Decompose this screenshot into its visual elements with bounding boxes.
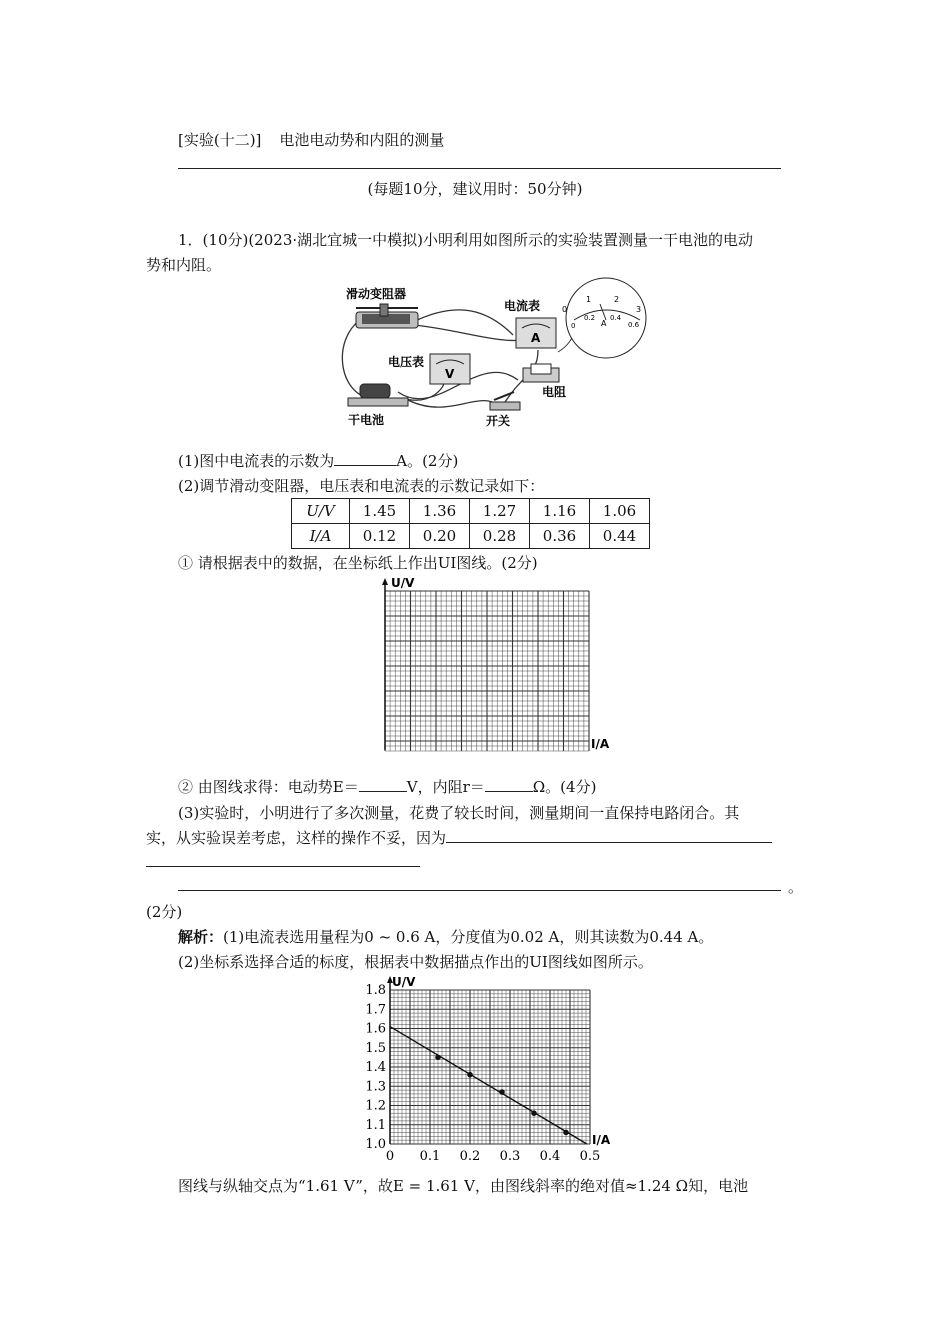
- chart-ticks: [365, 976, 600, 1164]
- grid-lines: [385, 591, 589, 751]
- part3-line1: (3)实验时，小明进行了多次测量，花费了较长时间，测量期间一直保持电路闭合。其: [178, 804, 740, 822]
- scale-label: 0.6: [628, 321, 640, 329]
- ammeter: [516, 318, 556, 348]
- y-tick-label: 1.2: [365, 1098, 386, 1114]
- y-tick-label: 1.5: [365, 1040, 386, 1056]
- section-heading: 电池电动势和内阻的测量: [279, 131, 445, 149]
- emf-answer-blank[interactable]: [359, 776, 407, 792]
- y-axis-label: U/V: [391, 576, 415, 590]
- answer-blank[interactable]: [334, 450, 396, 466]
- question-intro-line1: 1．(10分)(2023·湖北宜城一中模拟)小明利用如图所示的实验装置测量一干电池的电动: [178, 231, 753, 249]
- question-intro-line2: 势和内阻。: [146, 256, 222, 274]
- table-cell: 1.16: [530, 499, 590, 524]
- part2-line: (2)调节滑动变阻器，电压表和电流表的示数记录如下：: [178, 477, 545, 495]
- x-tick-label: 0: [385, 1149, 395, 1164]
- x-tick-label: 0.3: [499, 1149, 521, 1164]
- step2-text-c: Ω。(4分): [532, 778, 597, 796]
- x-axis-label: I/A: [591, 737, 610, 751]
- part3-end: 。: [788, 878, 804, 896]
- section-title: [178, 129, 444, 150]
- data-table: [291, 498, 650, 549]
- y-tick-label: 1.6: [365, 1021, 386, 1037]
- part3-score: (2分): [146, 903, 183, 921]
- ammeter-label: 电流表: [504, 299, 541, 313]
- x-tick-label: 0.2: [459, 1149, 481, 1164]
- chart-marks: [390, 1027, 587, 1144]
- x-tick-label: 0.5: [579, 1149, 601, 1164]
- x-tick-label: 0.4: [539, 1149, 561, 1164]
- table-cell: 1.45: [350, 499, 410, 524]
- table-row: [292, 499, 650, 524]
- scale-label: 0.4: [610, 314, 622, 322]
- table-cell: 0.36: [530, 524, 590, 549]
- wire: [413, 310, 513, 335]
- table-header-cell: U/V: [292, 499, 350, 524]
- step2-text-b: V，内阻r＝: [406, 778, 485, 796]
- table-row: [292, 524, 650, 549]
- data-point: [563, 1130, 569, 1136]
- step1-line: ① 请根据表中的数据，在坐标纸上作出UI图线。(2分): [178, 554, 538, 572]
- section-tag: [实验(十二)]: [178, 131, 262, 149]
- step2-text-a: ② 由图线求得：电动势E＝: [178, 778, 359, 796]
- table-cell: 0.12: [350, 524, 410, 549]
- chart-x-label: I/A: [592, 1133, 611, 1147]
- scale-label: 3: [636, 305, 642, 314]
- chart-grid: [390, 990, 590, 1144]
- table-cell: 1.36: [410, 499, 470, 524]
- voltmeter-label: 电压表: [388, 355, 425, 369]
- scale-label: 0.2: [584, 314, 596, 322]
- solution-line1: [178, 925, 713, 949]
- answer-line[interactable]: [146, 866, 420, 867]
- title-divider: [178, 168, 781, 169]
- apparatus-figure: [338, 280, 648, 430]
- voltmeter: [430, 354, 470, 384]
- ammeter-scale-zoom: [562, 278, 646, 358]
- battery-label: 干电池: [348, 413, 385, 427]
- solution-label: 解析：: [178, 928, 224, 946]
- table-cell: 0.44: [590, 524, 650, 549]
- part1-text: (1)图中电流表的示数为: [178, 452, 335, 470]
- y-tick-label: 1.3: [365, 1079, 386, 1095]
- y-tick-label: 1.0: [365, 1137, 386, 1152]
- data-point: [467, 1072, 473, 1078]
- y-axis-arrow: [382, 578, 388, 585]
- wire: [408, 400, 498, 407]
- rheostat: [356, 304, 418, 328]
- table-header-cell: I/A: [292, 524, 350, 549]
- scale-unit: A: [601, 319, 607, 328]
- solution-line3: 图线与纵轴交点为“1.61 V”，故E = 1.61 V，由图线斜率的绝对值≈1.24 Ω知，电池: [178, 1177, 749, 1195]
- step2-line: [178, 775, 596, 799]
- y-tick-label: 1.4: [365, 1060, 386, 1075]
- data-point: [499, 1089, 505, 1095]
- ammeter-symbol: A: [531, 331, 541, 345]
- reason-answer-blank[interactable]: [446, 827, 772, 843]
- y-tick-label: 1.8: [365, 983, 386, 998]
- part3-line2: [146, 826, 772, 850]
- scale-label: 2: [614, 295, 620, 304]
- blank-graph-paper: [363, 576, 623, 756]
- y-tick-label: 1.1: [365, 1117, 386, 1133]
- table-cell: 0.28: [470, 524, 530, 549]
- answer-line[interactable]: [178, 890, 781, 891]
- part1-line: [178, 449, 458, 473]
- data-point: [435, 1055, 441, 1061]
- solution-text1: (1)电流表选用量程为0 ~ 0.6 A，分度值为0.02 A，则其读数为0.44 A。: [223, 928, 714, 946]
- x-tick-label: 0.1: [419, 1149, 441, 1164]
- ui-chart: [356, 972, 626, 1168]
- switch-label: 开关: [486, 414, 511, 428]
- table-cell: 1.06: [590, 499, 650, 524]
- scale-label: 0: [571, 322, 576, 330]
- scale-label: 0: [562, 305, 568, 314]
- table-cell: 1.27: [470, 499, 530, 524]
- chart-y-label: U/V: [392, 975, 416, 989]
- table-cell: 0.20: [410, 524, 470, 549]
- rheostat-label: 滑动变阻器: [346, 287, 407, 301]
- resistor-label: 电阻: [542, 385, 567, 399]
- scale-label: 1: [586, 295, 592, 304]
- part3-text: 实，从实验误差考虑，这样的操作不妥，因为: [146, 829, 447, 847]
- voltmeter-symbol: V: [445, 367, 455, 381]
- data-point: [531, 1110, 537, 1116]
- time-hint: (每题10分，建议用时：50分钟): [367, 180, 583, 198]
- part1-end: A。(2分): [396, 452, 459, 470]
- y-tick-label: 1.7: [365, 1002, 386, 1018]
- solution-line2: (2)坐标系选择合适的标度，根据表中数据描点作出的UI图线如图所示。: [178, 953, 653, 971]
- resistor: [523, 364, 559, 382]
- battery: [348, 384, 408, 406]
- resistance-answer-blank[interactable]: [485, 776, 533, 792]
- fit-line: [390, 1027, 587, 1144]
